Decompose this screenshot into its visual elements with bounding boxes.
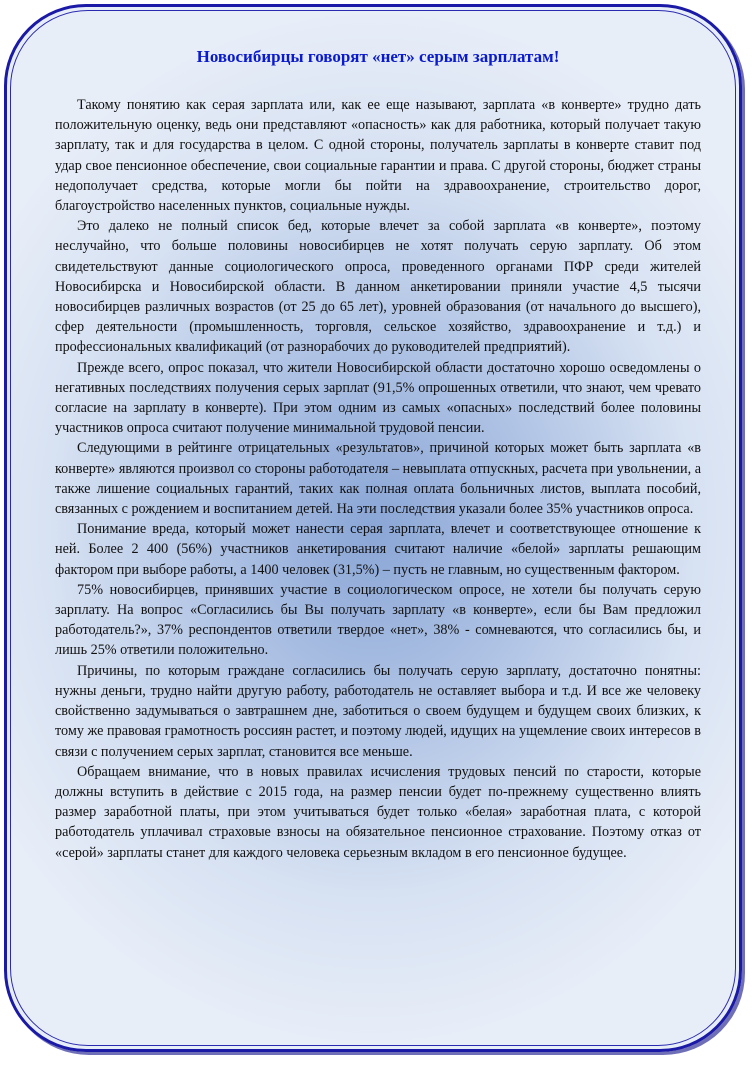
paragraph-8: Обращаем внимание, что в новых правилах исчисления трудовых пенсий по старости, которые должны вступить в действие с 2015 года, на размер пенсии будет по-прежнему существенно влиять размер заработной платы, при этом учитываться будет только «белая» заработная плата, с которой работодатель уплачивал страховые взносы на обязательное пенсионное страхование. Поэтому отказ от «серой» зарплаты станет для каждого человека серьезным вкладом в его пенсионное будущее. — [55, 763, 701, 861]
paragraph-1: Такому понятию как серая зарплата или, как ее еще называют, зарплата «в конверте» трудно дать положительную оценку, ведь они представляют «опасность» как для работника, который получает такую зарплату, так и для государства в целом. С одной стороны, получатель зарплаты в конверте ставит под удар свое пенсионное обеспечение, свои социальные гарантии и права. С другой стороны, бюджет страны недополучает средства, которые могли бы пойти на здравоохранение, строительство дорог, благоустройство населенных пунктов, социальные нужды. — [55, 97, 701, 215]
paragraph-5: Понимание вреда, который может нанести серая зарплата, влечет и соответствующее отношение к ней. Более 2 400 (56%) участников анкетирования считают наличие «белой» зарплаты решающим фактором при выборе работы, а 1400 человек (31,5%) – пусть не главным, но существенным фактором. — [55, 521, 701, 578]
paragraph-4: Следующими в рейтинге отрицательных «результатов», причиной которых может быть зарплата «в конверте» являются произвол со стороны работодателя – невыплата отпускных, расчета при увольнении, а также лишение социальных гарантий, таких как полная оплата больничных листов, выплата пособий, связанных с рождением и воспитанием детей. На эти последствия указали более 35% участников опроса. — [55, 440, 701, 518]
paragraph-2: Это далеко не полный список бед, которые влечет за собой зарплата «в конверте», поэтому неслучайно, что больше половины новосибирцев не хотят получать серую зарплату. Об этом свидетельствуют данные социологического опроса, проведенного органами ПФР среди жителей Новосибирска и Новосибирской области. В данном анкетировании приняли участие 4,5 тысячи новосибирцев различных возрастов (от 25 до 65 лет), уровней образования (от начального до высшего), сфер деятельности (промышленность, торговля, сельское хозяйство, здравоохранение и т.д.) и профессиональных квалификаций (от разнорабочих до руководителей предприятий). — [55, 218, 701, 356]
article — [55, 44, 701, 863]
paragraph-6: 75% новосибирцев, принявших участие в социологическом опросе, не хотели бы получать серую зарплату. На вопрос «Согласились бы Вы получать зарплату «в конверте», если бы Вам предложил работодатель?», 37% респондентов ответили твердое «нет», 38% - сомневаются, что согласились бы, и лишь 25% ответили положительно. — [55, 581, 701, 659]
paragraph-3: Прежде всего, опрос показал, что жители Новосибирской области достаточно хорошо осведомлены о негативных последствиях получения серых зарплат (91,5% опрошенных ответили, что знают, чем чревато согласие на зарплату в конверте). При этом одним из самых «опасных» последствий более половины участников опроса считают получение минимальной трудовой пенсии. — [55, 359, 701, 437]
paragraph-7: Причины, по которым граждане согласились бы получать серую зарплату, достаточно понятны: нужны деньги, трудно найти другую работу, работодатель не оставляет выбора и т.д. И все же человеку свойственно задумываться о завтрашнем дне, заботиться о своем будущем и будущем своих близких, к тому же правовая грамотность россиян растет, и поэтому людей, идущих на ущемление своих интересов в связи с получением серых зарплат, становится все меньше. — [55, 662, 701, 760]
article-title: Новосибирцы говорят «нет» серым зарплатам! — [196, 47, 560, 66]
